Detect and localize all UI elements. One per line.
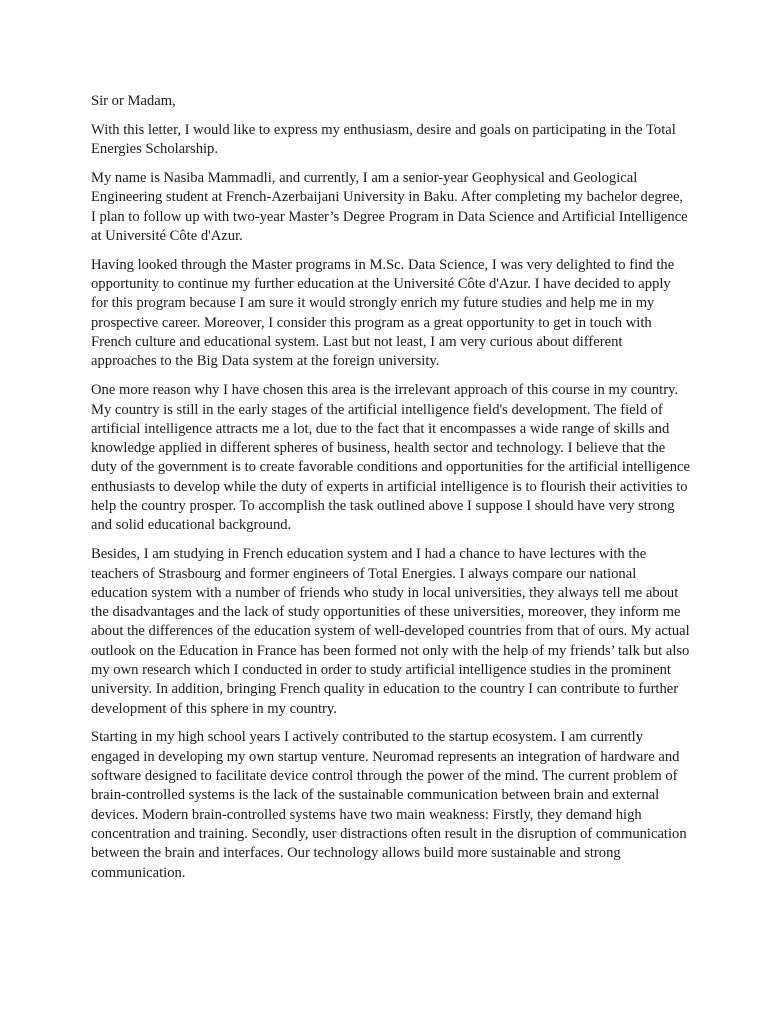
paragraph-startup: Starting in my high school years I actively contributed to the startup ecosystem. I am currently engaged in developing my own startup venture. Neuromad represents an integration of hardware and software designed to facilitate device control through the power of the mind. The current problem of brain-controlled systems is the lack of the sustainable communication between brain and external devices. Modern brain-controlled systems have two main weakness: Firstly, they demand high concentration and training. Secondly, user distractions often result in the disruption of communication between the brain and interfaces. Our technology allows build more sustainable and strong communication. — [91, 729, 687, 881]
paragraph-intro: With this letter, I would like to express my enthusiasm, desire and goals on participating in the Total Energies Scholarship. — [91, 121, 676, 158]
paragraph-background: My name is Nasiba Mammadli, and currently, I am a senior-year Geophysical and Geological Engineering student at French-Azerbaijani University in Baku. After completing my bachelor degree, I plan to follow up with two-year Master’s Degree Program in Data Science and Artificial Intelligence at Université Côte d'Azur. — [91, 170, 688, 244]
letter-body — [91, 92, 691, 892]
paragraph-field-reason: One more reason why I have chosen this area is the irrelevant approach of this course in my country. My country is still in the early stages of the artificial intelligence field's development. The field of artificial intelligence attracts me a lot, due to the fact that it encompasses a wide range of skills and knowledge applied in different spheres of business, health sector and technology. I believe that the duty of the government is to create favorable conditions and opportunities for the artificial intelligence enthusiasts to develop while the duty of experts in artificial intelligence is to flourish their activities to help the country prosper. To accomplish the task outlined above I suppose I should have very strong and solid educational background. — [91, 382, 690, 534]
salutation: Sir or Madam, — [91, 93, 176, 109]
paragraph-program-motivation: Having looked through the Master programs in M.Sc. Data Science, I was very delighted to find the opportunity to continue my further education at the Université Côte d'Azur. I have decided to apply for this program because I am sure it would strongly enrich my future studies and help me in my prospective career. Moreover, I consider this program as a great opportunity to get in touch with French culture and educational system. Last but not least, I am very curious about different approaches to the Big Data system at the foreign university. — [91, 256, 675, 370]
paragraph-french-education: Besides, I am studying in French education system and I had a chance to have lectures with the teachers of Strasbourg and former engineers of Total Energies. I always compare our national education system with a number of friends who study in local universities, they always tell me about the disadvantages and the lack of study opportunities of these universities, moreover, they inform me about the differences of the education system of well-developed countries from that of ours. My actual outlook on the Education in France has been formed not only with the help of my friends’ talk but also my own research which I conducted in order to study artificial intelligence studies in the prominent university. In addition, bringing French quality in education to the country I can contribute to further development of this sphere in my country. — [91, 546, 690, 717]
